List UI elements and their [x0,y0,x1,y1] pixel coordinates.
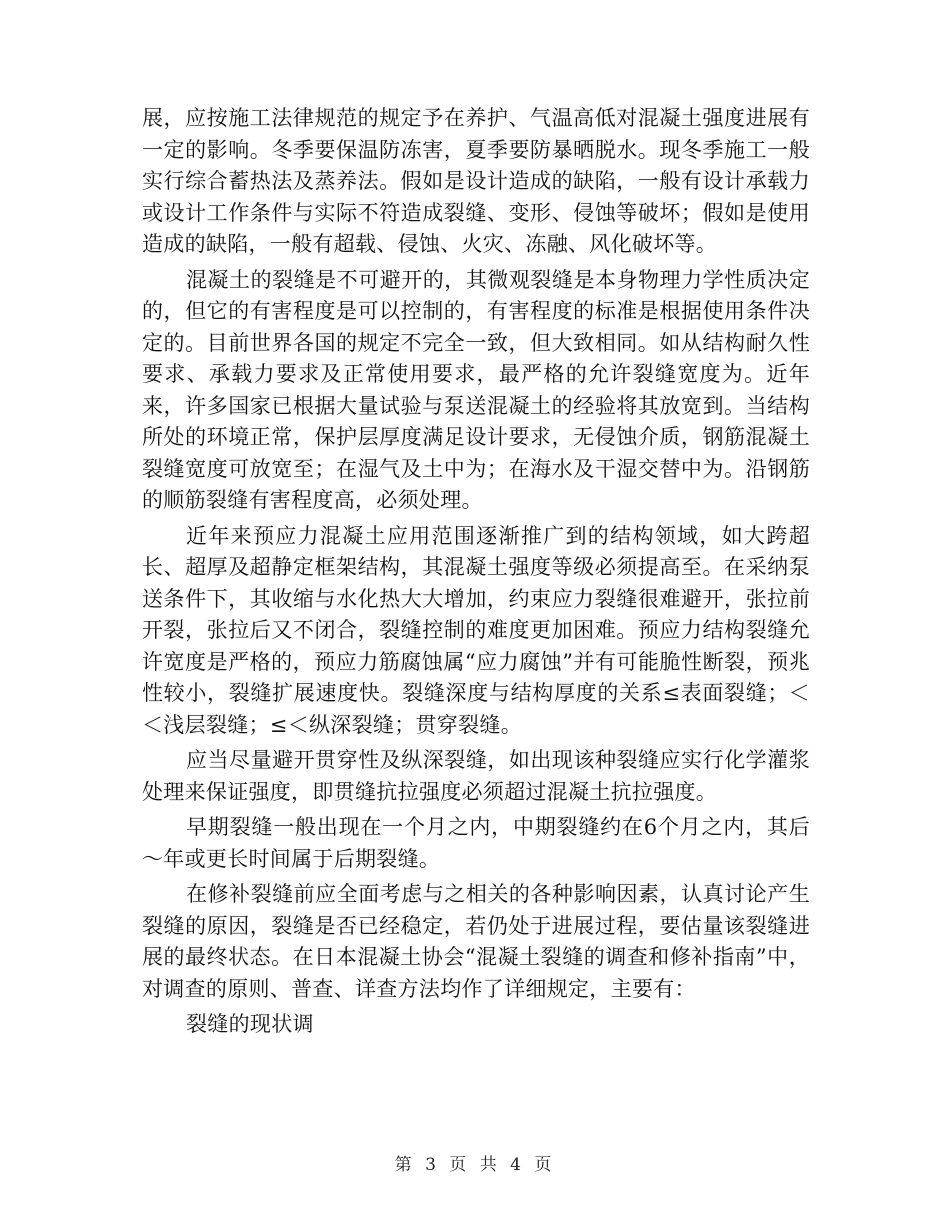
paragraph-1: 展，应按施工法律规范的规定予在养护、气温高低对混凝土强度进展有一定的影响。冬季要保温防冻害，夏季要防暴晒脱水。现冬季施工一般实行综合蓄热法及蒸养法。假如是设计造成的缺陷，一般有设计承载力或设计工作条件与实际不符造成裂缝、变形、侵蚀等破坏；假如是使用造成的缺陷，一般有超载、侵蚀、火灾、冻融、风化破坏等。 [142,106,810,256]
paragraph-6: 在修补裂缝前应全面考虑与之相关的各种影响因素，认真讨论产生裂缝的原因，裂缝是否已经稳定，若仍处于进展过程，要估量该裂缝进展的最终状态。在日本混凝土协会“混凝土裂缝的调查和修补指南”中，对调查的原则、普查、详查方法均作了详细规定，主要有： [142,882,810,1001]
paragraph-3: 近年来预应力混凝土应用范围逐渐推广到的结构领域，如大跨超长、超厚及超静定框架结构，其混凝土强度等级必须提高至。在采纳泵送条件下，其收缩与水化热大大增加，约束应力裂缝很难避开，张拉前开裂，张拉后又不闭合，裂缝控制的难度更加困难。预应力结构裂缝允许宽度是严格的，预应力筋腐蚀属“应力腐蚀”并有可能脆性断裂，预兆性较小，裂缝扩展速度快。裂缝深度与结构厚度的关系≤表面裂缝；＜＜浅层裂缝；≤＜纵深裂缝；贯穿裂缝。 [142,523,810,737]
paragraph-5: 早期裂缝一般出现在一个月之内，中期裂缝约在6个月之内，其后～年或更长时间属于后期裂缝。 [142,815,810,871]
paragraph-7: 裂缝的现状调 [186,1012,314,1036]
document-body [142,103,810,1045]
paragraph-2: 混凝土的裂缝是不可避开的，其微观裂缝是本身物理力学性质决定的，但它的有害程度是可以控制的，有害程度的标准是根据使用条件决定的。目前世界各国的规定不完全一致，但大致相同。如从结构耐久性要求、承载力要求及正常使用要求，最严格的允许裂缝宽度为。近年来，许多国家已根据大量试验与泵送混凝土的经验将其放宽到。当结构所处的环境正常，保护层厚度满足设计要求，无侵蚀介质，钢筋混凝土裂缝宽度可放宽至；在湿气及土中为；在海水及干湿交替中为。沿钢筋的顺筋裂缝有害程度高，必须处理。 [142,267,810,512]
page-footer: 第 3 页 共 4 页 [394,1155,556,1175]
paragraph-4: 应当尽量避开贯穿性及纵深裂缝，如出现该种裂缝应实行化学灌浆处理来保证强度，即贯缝抗拉强度必须超过混凝土抗拉强度。 [142,748,810,804]
